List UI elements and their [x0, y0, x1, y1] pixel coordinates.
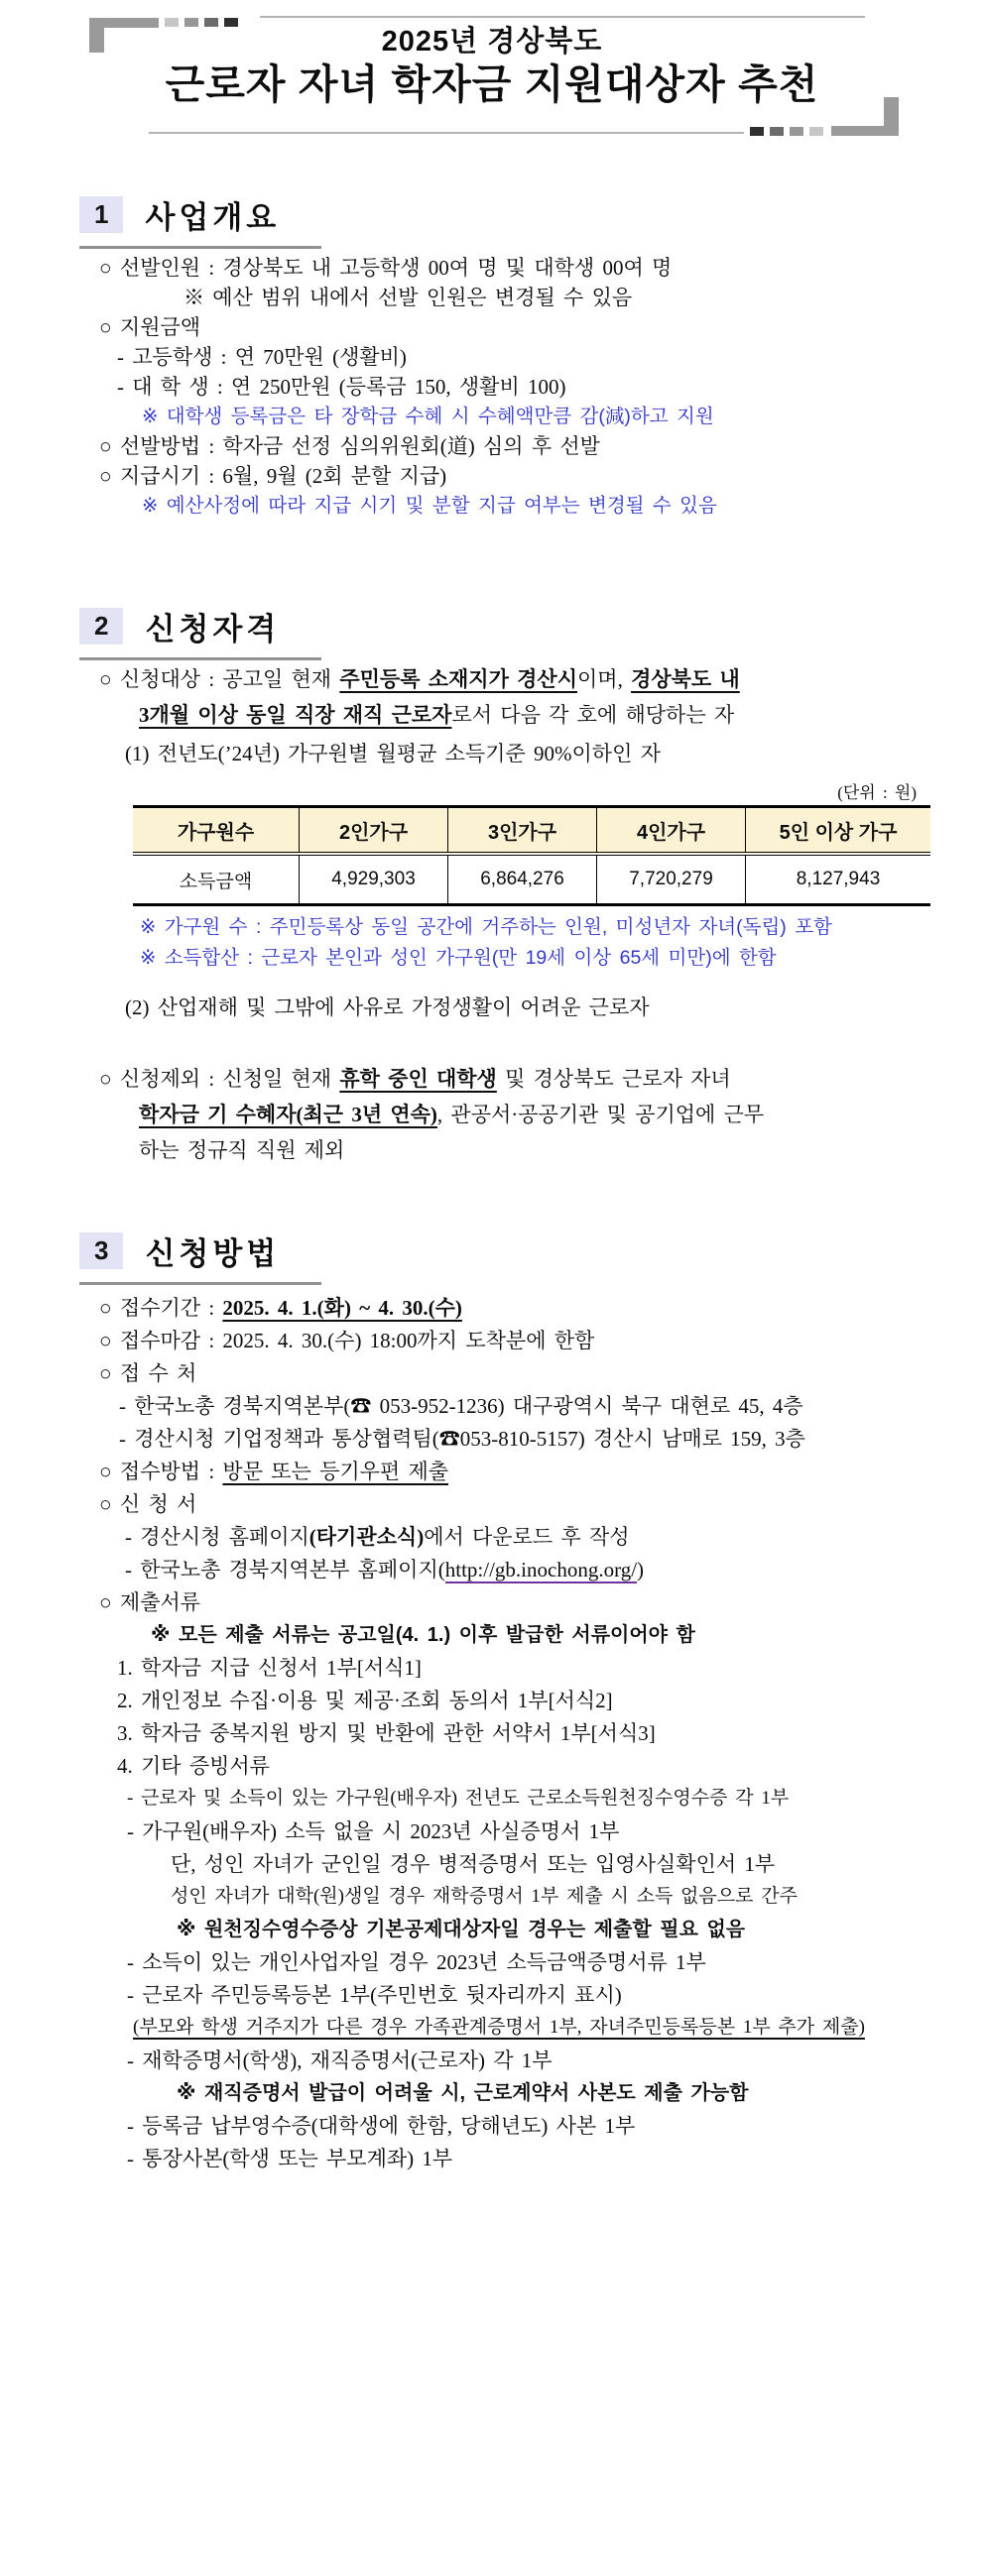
- deco-square-icon: [790, 127, 803, 136]
- line-submission-method: [99, 1459, 984, 1484]
- line-selection-note: ※ 예산 범위 내에서 선발 인원은 변경될 수 있음: [184, 286, 633, 309]
- form1-suffix: 에서 다운로드 후 작성: [424, 1525, 630, 1549]
- eligibility-emphasis-residence: 주민등록 소재지가 경산시: [339, 667, 577, 691]
- exclusion-text: 및 경상북도 근로자 자녀: [496, 1067, 731, 1091]
- header-rule-bottom: [149, 132, 744, 134]
- section2-header: [79, 604, 321, 660]
- line-doc-1: 1. 학자금 지급 신청서 1부[서식1]: [117, 1656, 422, 1680]
- table-unit-label: (단위 : 원): [837, 783, 917, 802]
- section2-number: 2: [79, 608, 123, 644]
- section1-header: [79, 192, 321, 249]
- homepage-link[interactable]: http://gb.inochong.org/: [444, 1558, 638, 1581]
- income-value-5person: 8,127,943: [746, 854, 931, 905]
- line-doc-4-2a: 단, 성인 자녀가 군인일 경우 병적증명서 또는 입영사실확인서 1부: [171, 1852, 776, 1876]
- line-amount-highschool: - 고등학생 : 연 70만원 (생활비): [117, 345, 407, 369]
- section3-header: [79, 1229, 321, 1285]
- line-office-cityhall: - 경산시청 기업정책과 통상협력팀(☎053-810-5157) 경산시 남매로 159, 3층: [119, 1427, 805, 1451]
- line-doc-4: 4. 기타 증빙서류: [117, 1754, 270, 1778]
- column-header-household: 가구원수: [133, 807, 300, 855]
- deco-square-icon: [809, 127, 823, 136]
- form2-prefix: - 한국노총 경북지역본부 홈페이지(: [125, 1558, 445, 1581]
- line-support-amount: ○ 지원금액: [99, 315, 201, 339]
- income-value-3person: 6,864,276: [448, 854, 597, 905]
- title-block: [0, 0, 984, 109]
- line-doc-3: 3. 학자금 중복지원 방지 및 반환에 관한 서약서 1부[서식3]: [117, 1721, 656, 1745]
- eligibility-text: ○ 신청대상 : 공고일 현재: [99, 667, 340, 691]
- line-selection-count: ○ 선발인원 : 경상북도 내 고등학생 00여 명 및 대학생 00여 명: [99, 256, 673, 280]
- section3-title: 신청방법: [145, 1236, 281, 1271]
- line-amount-note: ※ 대학생 등록금은 타 장학금 수혜 시 수혜액만큼 감(減)하고 지원: [142, 406, 714, 427]
- form1-bold: (타기관소식): [308, 1525, 425, 1549]
- line-payment-timing: ○ 지급시기 : 6월, 9월 (2회 분할 지급): [99, 464, 447, 488]
- line-reception-office: ○ 접 수 처: [99, 1361, 197, 1385]
- line-form-source-1: [125, 1524, 984, 1550]
- section1-number: 1: [79, 196, 123, 233]
- line-application-form: ○ 신 청 서: [99, 1492, 197, 1516]
- line-required-documents: ○ 제출서류: [99, 1590, 201, 1614]
- line-doc-4-2c-note: ※ 원천징수영수증상 기본공제대상자일 경우는 제출할 필요 없음: [177, 1919, 746, 1940]
- income-value-4person: 7,720,279: [597, 854, 746, 905]
- deco-square-icon: [770, 127, 784, 136]
- line-application-deadline: ○ 접수마감 : 2025. 4. 30.(수) 18:00까지 도착분에 한함: [99, 1329, 595, 1352]
- section1-title: 사업개요: [145, 200, 281, 235]
- income-criteria-table: [133, 805, 930, 906]
- column-header-4person: 4인가구: [597, 807, 746, 855]
- line-doc-4-5: - 재학증명서(학생), 재직증명서(근로자) 각 1부: [127, 2049, 553, 2072]
- method-label: ○ 접수방법 :: [99, 1460, 223, 1483]
- eligibility-emphasis-employment: 3개월 이상 동일 직장 재직 근로자: [139, 703, 452, 727]
- doc-title-line2: 근로자 자녀 학자금 지원대상자 추천: [165, 61, 819, 107]
- form2-suffix: ): [637, 1558, 645, 1581]
- line-selection-method: ○ 선발방법 : 학자금 선정 심의위원회(道) 심의 후 선발: [99, 434, 600, 458]
- line-eligibility-2: [139, 702, 984, 728]
- column-header-5person: 5인 이상 가구: [746, 807, 931, 855]
- line-doc-4-3: - 소득이 있는 개인사업자일 경우 2023년 소득금액증명서류 1부: [127, 1950, 706, 1974]
- period-value: 2025. 4. 1.(화) ~ 4. 30.(수): [222, 1296, 462, 1320]
- line-documents-note: ※ 모든 제출 서류는 공고일(4. 1.) 이후 발급한 서류이어야 함: [151, 1624, 695, 1646]
- line-doc-4-2: - 가구원(배우자) 소득 없을 시 2023년 사실증명서 1부: [127, 1819, 620, 1843]
- eligibility-emphasis-province: 경상북도 내: [631, 667, 740, 691]
- section2-title: 신청자격: [145, 612, 281, 646]
- line-exclusion-1: [99, 1066, 984, 1092]
- eligibility-text: 로서 다음 각 호에 해당하는 자: [451, 703, 735, 727]
- line-doc-4-5a-note: ※ 재직증명서 발급이 어려울 시, 근로계약서 사본도 제출 가능함: [177, 2082, 749, 2104]
- line-doc-4-4: - 근로자 주민등록등본 1부(주민번호 뒷자리까지 표시): [127, 1983, 622, 2007]
- column-header-3person: 3인가구: [448, 807, 597, 855]
- exclusion-emphasis-leave: 휴학 중인 대학생: [339, 1067, 497, 1091]
- line-doc-4-4a: (부모와 학생 거주지가 다른 경우 가족관계증명서 1부, 자녀주민등록등본 1부 추가 제출): [133, 2017, 865, 2038]
- line-exclusion-2: [139, 1102, 984, 1127]
- column-header-2person: 2인가구: [300, 807, 448, 855]
- section3-number: 3: [79, 1232, 123, 1269]
- method-value: 방문 또는 등기우편 제출: [222, 1460, 449, 1483]
- income-value-2person: 4,929,303: [300, 854, 448, 905]
- deco-square-icon: [750, 127, 764, 136]
- line-application-period: [99, 1295, 984, 1321]
- line-doc-2: 2. 개인정보 수집·이용 및 제공·조회 동의서 1부[서식2]: [117, 1689, 613, 1712]
- line-income-sum-note: ※ 소득합산 : 근로자 본인과 성인 가구원(만 19세 이상 65세 미만)에 한함: [140, 947, 777, 969]
- line-doc-4-2b: 성인 자녀가 대학(원)생일 경우 재학증명서 1부 제출 시 소득 없음으로 간주: [171, 1886, 798, 1907]
- line-form-source-2: [125, 1557, 984, 1582]
- form1-prefix: - 경산시청 홈페이지: [125, 1525, 309, 1549]
- line-household-note: ※ 가구원 수 : 주민등록상 동일 공간에 거주하는 인원, 미성년자 자녀(독립) 포함: [140, 916, 832, 938]
- exclusion-emphasis-prior: 학자금 기 수혜자(최근 3년 연속): [139, 1103, 437, 1126]
- period-label: ○ 접수기간 :: [99, 1296, 223, 1320]
- row-label-income: 소득금액: [179, 871, 253, 892]
- line-timing-note: ※ 예산사정에 따라 지급 시기 및 분할 지급 여부는 변경될 수 있음: [142, 495, 717, 517]
- line-office-fktu: - 한국노총 경북지역본부(☎ 053-952-1236) 대구광역시 북구 대현로 45, 4층: [119, 1394, 803, 1418]
- line-doc-4-7: - 통장사본(학생 또는 부모계좌) 1부: [127, 2147, 453, 2170]
- doc-title-line1: 2025년 경상북도: [381, 26, 603, 58]
- line-eligibility-1: [99, 666, 984, 692]
- exclusion-text: , 관공서·공공기관 및 공기업에 근무: [436, 1103, 765, 1126]
- line-doc-4-6: - 등록금 납부영수증(대학생에 한함, 당해년도) 사본 1부: [127, 2114, 636, 2138]
- table-header-row: [133, 807, 930, 855]
- exclusion-text: ○ 신청제외 : 신청일 현재: [99, 1067, 340, 1091]
- eligibility-text: 이며,: [577, 667, 632, 691]
- table-row: [133, 854, 930, 905]
- line-criterion-1: (1) 전년도(’24년) 가구원별 월평균 소득기준 90%이하인 자: [125, 742, 661, 765]
- line-criterion-2: (2) 산업재해 및 그밖에 사유로 가정생활이 어려운 근로자: [125, 995, 650, 1019]
- line-exclusion-3: 하는 정규직 직원 제외: [139, 1138, 345, 1162]
- line-doc-4-1: - 근로자 및 소득이 있는 가구원(배우자) 전년도 근로소득원천징수영수증 각 1부: [127, 1788, 790, 1809]
- line-amount-university: - 대 학 생 : 연 250만원 (등록금 150, 생활비 100): [117, 375, 566, 399]
